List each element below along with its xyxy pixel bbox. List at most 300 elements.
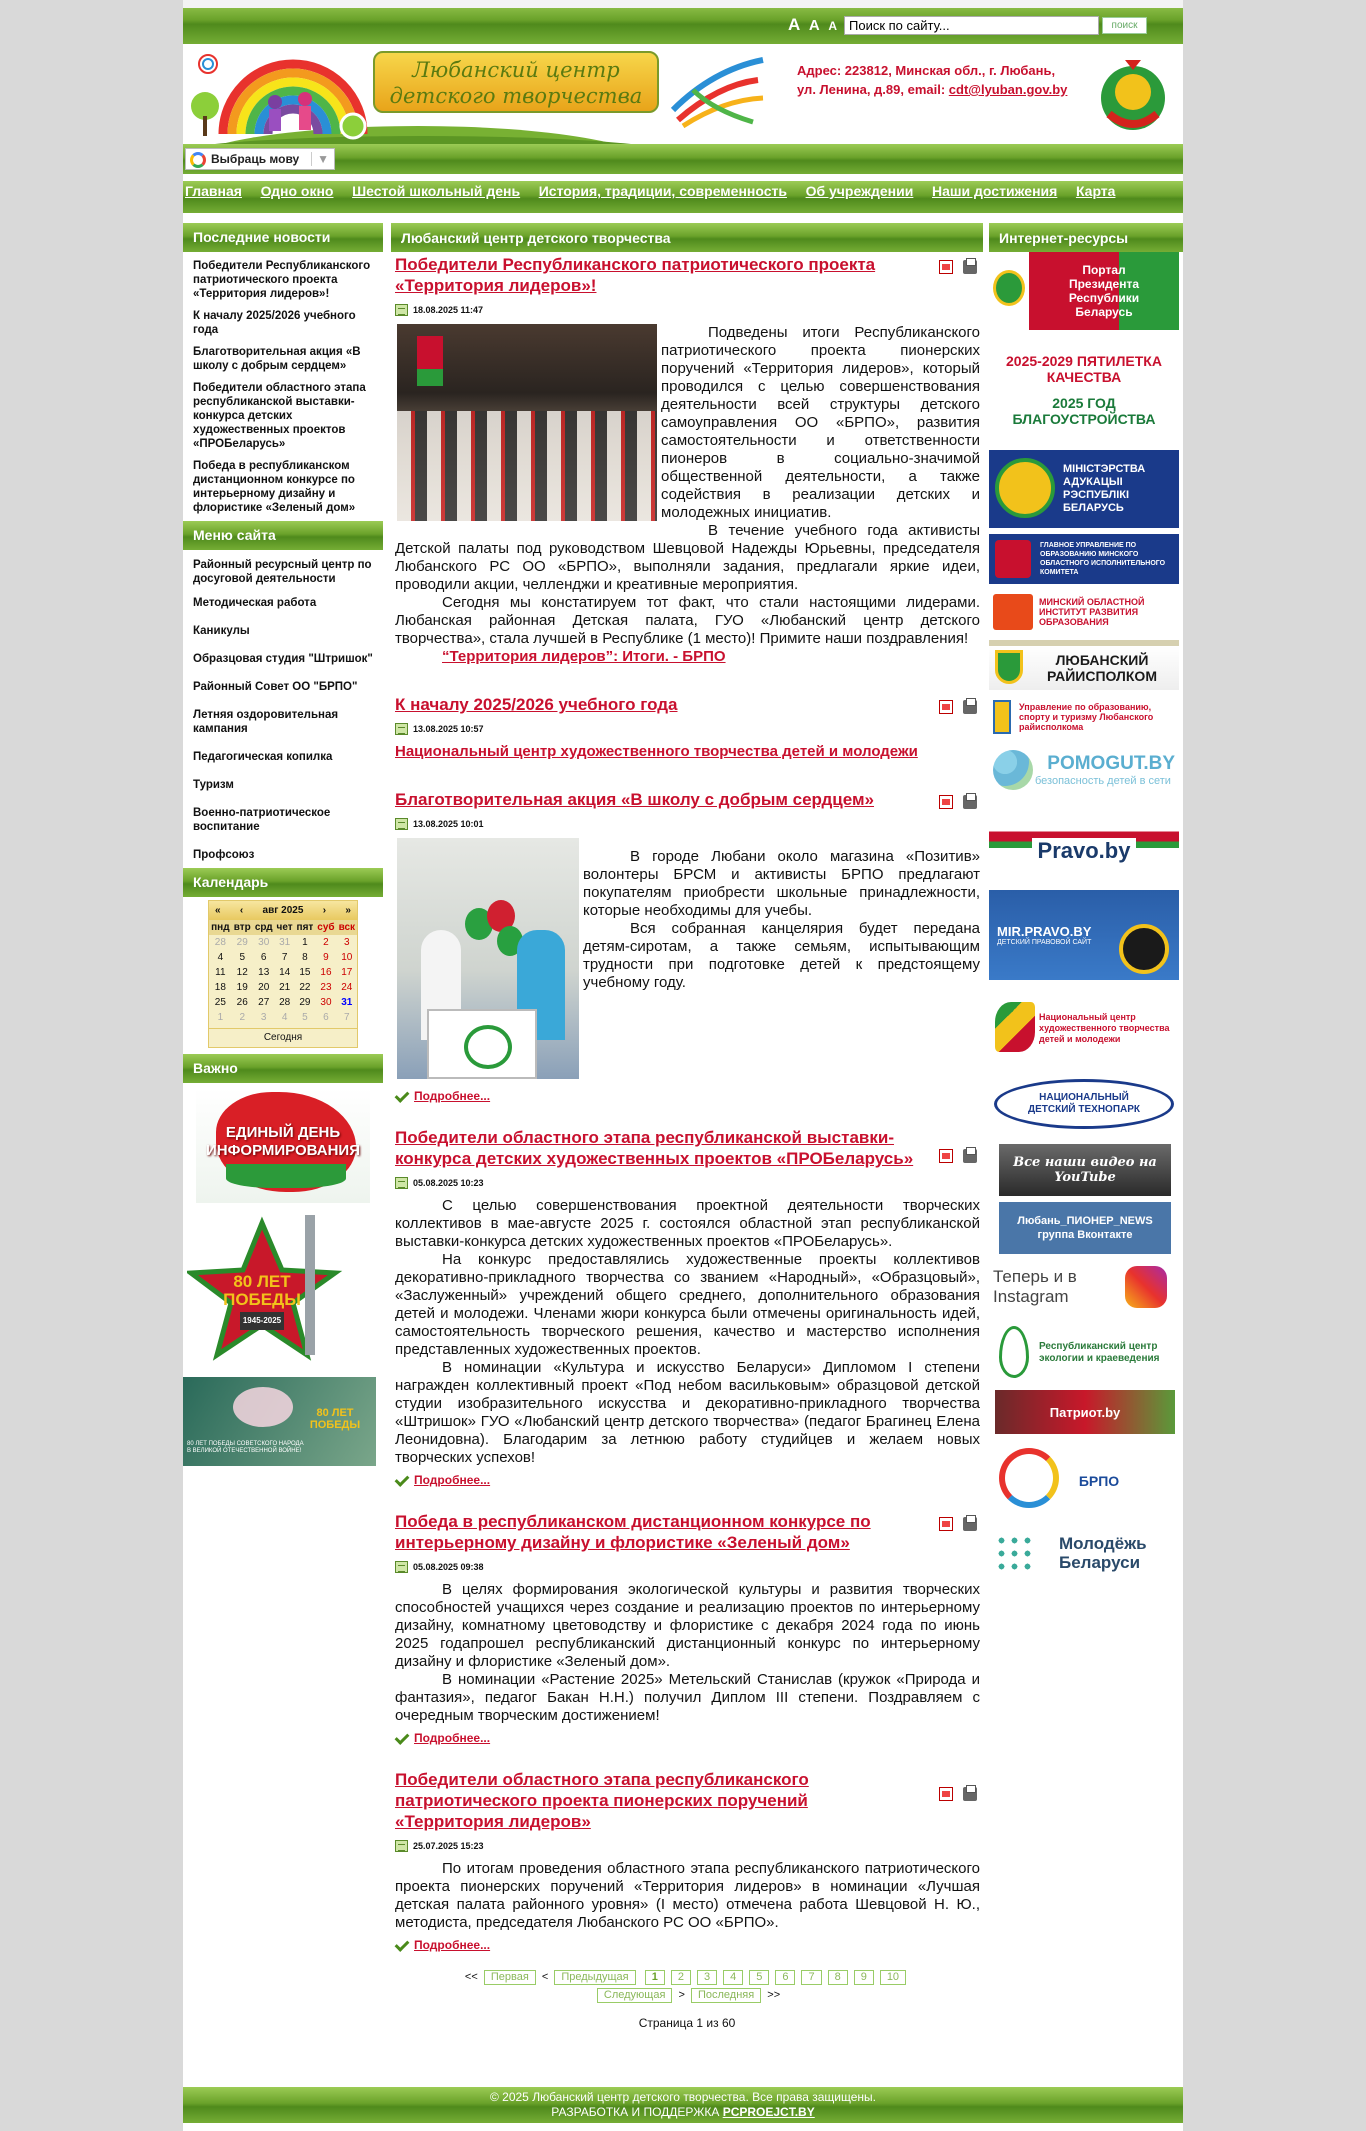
belarus-coat-of-arms-icon [1095, 56, 1171, 134]
important-banner-info-day[interactable] [196, 1088, 370, 1203]
news-title[interactable]: Победители областного этапа республиканского патриотического проекта пионерских поручений «Территория лидеров» [395, 1770, 809, 1831]
pager-pages [642, 1971, 909, 1983]
banner-text: POMOGUT.BY [1047, 753, 1175, 774]
site-header [183, 44, 1183, 144]
news-paragraph: В номинации «Растение 2025» Метельский Станислав (кружок «Природа и фантазия», педагог Бакан Н.Н.) получил Диплом III степени. Поздравляем с очередным творческим достижением! [395, 1671, 980, 1724]
news-actions [929, 1787, 977, 1802]
nav-list [185, 183, 1130, 199]
news-title[interactable]: Победители областного этапа республиканской выставки-конкурса детских художественных проектов «ПРОБеларусь» [395, 1128, 914, 1168]
calendar-day[interactable]: 31 [341, 997, 353, 1008]
calendar-day[interactable]: 30 [320, 997, 332, 1008]
victory-blossom-title: 80 ЛЕТ ПОБЕДЫ [309, 1407, 361, 1431]
banner-brpo[interactable] [989, 1442, 1179, 1520]
calendar-day[interactable]: 19 [236, 982, 248, 993]
banner-ministry-education[interactable] [989, 450, 1179, 528]
news-actions [929, 1517, 977, 1532]
ecology-leaf-icon [999, 1326, 1029, 1378]
nav-item-sixth-school-day [352, 183, 520, 199]
department-emblem-icon [993, 700, 1011, 734]
calendar-day[interactable]: 27 [258, 997, 270, 1008]
calendar-icon [395, 1177, 408, 1189]
nav-link-history[interactable]: История, традиции, современность [538, 183, 787, 199]
banner-ecology-center[interactable] [989, 1322, 1179, 1384]
banner-sub-text: безопасность детей в сети [1035, 775, 1171, 787]
calendar-icon [395, 304, 408, 316]
print-icon[interactable] [963, 1149, 977, 1163]
calendar-weekday: срд [253, 920, 275, 935]
news-item [391, 694, 983, 761]
nav-link-achievements[interactable]: Наши достижения [931, 183, 1058, 199]
calendar-weekday: пнд [209, 920, 232, 935]
calendar-day[interactable]: 14 [279, 967, 291, 978]
pager-first-marker: << [464, 1971, 478, 1983]
menu-item-summer-campaign[interactable]: Летняя оздоровительная кампания [193, 709, 339, 735]
belarus-map-green [226, 1164, 346, 1188]
calendar-day[interactable]: 24 [341, 982, 353, 993]
nav-item-map [1076, 183, 1116, 199]
news-date-text: 05.08.2025 09:38 [413, 1562, 484, 1572]
email-link[interactable]: cdt@lyuban.gov.by [948, 82, 1068, 97]
youth-dots-icon [995, 1534, 1035, 1574]
spacer [989, 874, 1183, 890]
read-more-text: Подробнее... [414, 1089, 491, 1103]
news-date [395, 304, 980, 316]
checkmark-icon [395, 1733, 409, 1743]
menu-item-military-patriotic[interactable]: Военно-патриотическое воспитание [193, 807, 331, 833]
news-paragraph: В городе Любани около магазина «Позитив» волонтеры БРСМ и активисты БРПО предлагают покупателям приобрести школьные принадлежности, которые необходимы для учебы. [583, 848, 980, 919]
pager-page-button[interactable]: 1 [645, 1970, 665, 1985]
calendar-day[interactable]: 26 [236, 997, 248, 1008]
calendar-day[interactable]: 7 [281, 952, 288, 963]
nav-item-achievements [932, 183, 1057, 199]
main-content [391, 254, 983, 2030]
calendar-week [209, 935, 357, 950]
banner-instagram[interactable] [989, 1260, 1179, 1314]
chevron-down-icon: ▼ [311, 152, 329, 166]
news-date-text: 13.08.2025 10:57 [413, 724, 484, 734]
news-actions [929, 260, 977, 275]
read-more-text: Подробнее... [414, 1731, 491, 1745]
pdf-icon[interactable] [939, 1787, 953, 1801]
nav-item-about [806, 183, 914, 199]
banner-education-sport-tourism[interactable] [989, 696, 1179, 738]
pager-last-button[interactable]: Последняя [691, 1988, 761, 2003]
news-external-link[interactable]: “Территория лидеров”: Итоги. - БРПО [442, 648, 726, 665]
latest-news-heading: Последние новости [183, 223, 383, 252]
banner-minsk-regional-institute[interactable] [989, 590, 1179, 634]
calendar-weekday: суб [315, 920, 336, 935]
calendar-days [209, 935, 357, 1025]
banner-main-text: 2025-2029 ПЯТИЛЕТКА КАЧЕСТВА [1006, 353, 1162, 385]
calendar-today-button[interactable]: Сегодня [209, 1028, 357, 1043]
banner-patriot[interactable] [995, 1390, 1175, 1434]
nav-item-one-window [261, 183, 334, 199]
news-date-text: 25.07.2025 15:23 [413, 1841, 484, 1851]
footer-dev-link[interactable]: PCPROEJCT.BY [722, 2105, 815, 2119]
banner-sub-text: 2025 ГОД БЛАГОУСТРОЙСТВА [1012, 395, 1156, 427]
latest-news-item[interactable]: Победа в республиканском дистанционном конкурсе по интерьерному дизайну и флористике «Зеленый дом» [193, 460, 356, 514]
news-paragraph: В целях формирования экологической культуры и развития творческих способностей учащихся через создание и реализацию проектов по интерьерному дизайну, комнатному цветоводству и флористике с декабря 2024 года по июнь 2025 годапрошел республиканский дистанционный конкурс по интерьерному дизайну и флористике «Зеленый дом». [395, 1581, 980, 1670]
nav-link-home[interactable]: Главная [185, 183, 242, 199]
brpo-swirl-icon [999, 1448, 1059, 1508]
banner-pomogut[interactable] [989, 744, 1179, 796]
calendar-prev-month-button[interactable]: ‹ [239, 905, 244, 916]
read-more-link[interactable] [395, 1731, 980, 1745]
page-wrapper [183, 0, 1183, 2131]
footer-copyright: © 2025 Любанский центр детского творчества. Все права защищены. [489, 2090, 876, 2104]
site-menu-heading: Меню сайта [183, 521, 383, 550]
calendar-day[interactable]: 12 [236, 967, 248, 978]
pager-next-marker: > [678, 1989, 685, 2001]
calendar-heading: Календарь [183, 868, 383, 897]
calendar-next-year-button[interactable]: » [345, 905, 351, 916]
footer-dev-prefix: РАЗРАБОТКА И ПОДДЕРЖКА [551, 2105, 723, 2119]
address-line-2 [797, 80, 1087, 99]
search-input[interactable] [844, 16, 1099, 35]
nav-item-home [185, 183, 242, 199]
main-navigation [183, 181, 1183, 213]
spacer [989, 1068, 1183, 1076]
pager-prev-button[interactable]: Предыдущая [554, 1970, 635, 1985]
news-body [395, 324, 980, 666]
calendar-day[interactable]: 25 [214, 997, 226, 1008]
news-item [391, 254, 983, 666]
calendar-week [209, 980, 357, 995]
calendar-week [209, 1010, 357, 1025]
read-more-link[interactable] [395, 1089, 980, 1103]
banner-text: Портал Президента Республики Беларусь [1068, 263, 1140, 319]
latest-news-item[interactable]: К началу 2025/2026 учебного года [193, 310, 356, 336]
calendar-day[interactable]: 23 [320, 982, 332, 993]
banner-text: Любань_ПИОНЕР_NEWS группа Вконтакте [1017, 1215, 1153, 1241]
banner-lyuban-district-executive[interactable] [989, 640, 1179, 690]
calendar-day[interactable]: 28 [214, 937, 226, 948]
banner-text: БРПО [1078, 1473, 1120, 1489]
news-title[interactable]: Победа в республиканском дистанционном конкурсе по интерьерному дизайну и флористике «Зеленый дом» [395, 1512, 871, 1552]
footer-dev [183, 2105, 1183, 2120]
victory-80-line-2: ПОБЕДЫ [223, 1290, 301, 1309]
content-heading: Любанский центр детского творчества [391, 223, 983, 252]
pdf-icon[interactable] [939, 260, 953, 274]
pager-first-button[interactable]: Первая [484, 1970, 536, 1985]
spacer [989, 986, 1183, 994]
internet-resources-heading: Интернет-ресурсы [989, 223, 1183, 252]
news-photo-volunteers[interactable] [397, 838, 579, 1079]
calendar-widget [208, 900, 358, 1048]
calendar-day[interactable]: 8 [302, 952, 308, 963]
menu-item-tourism[interactable]: Туризм [193, 779, 234, 791]
regional-emblem-icon [995, 540, 1031, 578]
banner-text: Pravo.by [1032, 838, 1137, 864]
banner-text: Все наши видео на YouTube [1013, 1155, 1157, 1185]
district-coat-icon [995, 650, 1023, 684]
news-item [391, 789, 983, 1103]
pomogut-circles-icon [993, 750, 1033, 790]
news-paragraph: В номинации «Культура и искусство Беларуси» Дипломом I степени награжден коллективный проект «Под небом васильковым» образцовой детской студии изобразительного искусства и декоративно-прикладного творчества «Штришок» ГУО «Любанский центр детского творчества» (педагог Брагинец Елена Леонидовна). Благодарим за летнюю работу студийцев и желаем новых творческих успехов! [395, 1359, 980, 1466]
read-more-link[interactable] [395, 1473, 980, 1487]
news-date [395, 1177, 980, 1189]
news-title[interactable]: Благотворительная акция «В школу с добрым сердцем» [395, 790, 875, 809]
calendar-day[interactable]: 3 [344, 937, 350, 948]
print-icon[interactable] [963, 795, 977, 809]
calendar-day[interactable]: 29 [299, 997, 311, 1008]
institute-book-icon [993, 594, 1033, 630]
pagination [391, 1968, 983, 2004]
banner-regional-education-department[interactable] [989, 534, 1179, 584]
rainbow-kids-logo[interactable] [183, 44, 373, 144]
site-footer [183, 2087, 1183, 2123]
site-menu-list [183, 554, 383, 866]
font-size-medium-button[interactable]: A [808, 17, 820, 34]
photo-flag [417, 336, 443, 386]
header-bottom-bar [183, 144, 1183, 174]
banner-text: Республиканский центр экологии и краеведения [1039, 1341, 1160, 1364]
blossom-decoration [233, 1387, 293, 1427]
checkmark-icon [395, 1940, 409, 1950]
calendar-weekdays [209, 920, 357, 935]
calendar-day[interactable]: 2 [323, 937, 329, 948]
read-more-link[interactable] [395, 1938, 980, 1952]
news-item [391, 1127, 983, 1487]
menu-item-holidays[interactable]: Каникулы [193, 625, 250, 637]
latest-news-item[interactable]: Победители Республиканского патриотического проекта «Территория лидеров»! [193, 260, 371, 300]
news-paragraph: На конкурс предоставлялись художественные проекты коллективов декоративно-прикладного творчества со званием «Народный», «Образцовый», «Заслуженный» учреждений общего среднего, дополнительного образования детей и молодежи. Членами жюри конкурса были отмечены оригинальность идей, самостоятельность творческого решения, качество и мастерство исполнения представленных художественных проектов. [395, 1251, 980, 1358]
calendar-day[interactable]: 9 [323, 952, 329, 963]
victory-80-line-1: 80 ЛЕТ [233, 1272, 291, 1291]
news-paragraph: Подведены итоги Республиканского патриотического проекта пионерских поручений «Территория лидеров», который проводился с целью совершенствования деятельности всей структуры детского самоуправления ОО «БРПО», развития самостоятельности и ответственности пионеров в социально-значимой общественной деятельности, а также содействия в реализации детских и молодежных инициатив. [661, 324, 980, 521]
calendar-day[interactable]: 11 [215, 967, 226, 978]
pager-next-button[interactable]: Следующая [597, 1988, 673, 2003]
calendar-day[interactable]: 17 [341, 967, 353, 978]
latest-news-item[interactable]: Победители областного этапа республиканской выставки-конкурса детских художественных проектов «ПРОБеларусь» [193, 382, 366, 450]
banner-text: Национальный центр художественного творчества детей и молодежи [1039, 1011, 1170, 1044]
banner-sub-text: ДЕТСКИЙ ПРАВОВОЙ САЙТ [997, 939, 1092, 946]
news-actions [929, 700, 977, 715]
print-icon[interactable] [963, 260, 977, 274]
checkmark-icon [395, 1475, 409, 1485]
news-photo-group[interactable] [397, 324, 657, 521]
calendar-day[interactable]: 6 [260, 952, 267, 963]
news-title[interactable]: Победители Республиканского патриотического проекта «Территория лидеров»! [395, 255, 876, 295]
art-center-figures-icon [995, 1002, 1035, 1052]
important-banner-victory-80[interactable] [187, 1215, 357, 1365]
banner-national-art-center[interactable] [989, 994, 1179, 1062]
news-paragraph: В течение учебного года активисты Детской палаты под руководством Шевцовой Надежды Юрьевны, председателя Любанского РС ОО «БРПО», выполняли задания, предлагали яркие идеи, проводили акции, челленджи и креативные мероприятия. [395, 522, 980, 593]
google-icon [190, 152, 206, 168]
latest-news-list [183, 255, 383, 519]
pager-page-button[interactable]: 5 [749, 1970, 769, 1985]
banner-text: ЛЮБАНСКИЙ РАЙИСПОЛКОМ [1047, 652, 1157, 684]
calendar-week [209, 965, 357, 980]
calendar-day[interactable]: 10 [341, 952, 353, 963]
calendar-day[interactable]: 4 [217, 952, 224, 963]
calendar-day[interactable]: 7 [344, 1012, 350, 1023]
star-swoosh-emblem [663, 50, 773, 130]
banner-mir-pravo[interactable] [989, 890, 1179, 980]
calendar-day[interactable]: 5 [239, 952, 246, 963]
banner-text: Патриот.by [1049, 1404, 1121, 1420]
latest-news-item[interactable]: Благотворительная акция «В школу с добрым сердцем» [193, 346, 361, 372]
pdf-icon[interactable] [939, 700, 953, 714]
right-sidebar [989, 252, 1183, 1586]
calendar-header [209, 901, 357, 920]
news-body [395, 1581, 980, 1725]
news-date [395, 723, 980, 735]
calendar-day[interactable]: 6 [323, 1012, 329, 1023]
logo-line-2: детского творчества [389, 84, 643, 108]
nav-link-one-window[interactable]: Одно окно [260, 183, 334, 199]
menu-item-resource-center[interactable]: Районный ресурсный центр по досуговой деятельности [193, 559, 372, 585]
pdf-icon[interactable] [939, 795, 953, 809]
banner-youtube[interactable] [999, 1144, 1171, 1196]
banner-text: ГЛАВНОЕ УПРАВЛЕНИЕ ПО ОБРАЗОВАНИЮ МИНСКОГО ОБЛАСТНОГО ИСПОЛНИТЕЛЬНОГО КОМИТЕТА [1040, 542, 1166, 576]
pager-page-button[interactable]: 10 [880, 1970, 906, 1985]
banner-text: МИНСКИЙ ОБЛАСТНОЙ ИНСТИТУТ РАЗВИТИЯ ОБРАЗОВАНИЯ [1039, 597, 1145, 627]
pager-page-button[interactable]: 7 [801, 1970, 821, 1985]
important-heading: Важно [183, 1054, 383, 1083]
calendar-day[interactable]: 5 [302, 1012, 308, 1023]
photo-stand [427, 1009, 537, 1079]
left-sidebar [183, 223, 383, 1466]
banner-national-technopark[interactable] [989, 1076, 1179, 1132]
pager-page-button[interactable]: 9 [854, 1970, 874, 1985]
pager-prev-marker: < [541, 1971, 549, 1983]
nav-link-map[interactable]: Карта [1075, 183, 1116, 199]
news-date-text: 18.08.2025 11:47 [413, 305, 484, 315]
pager-last-marker: >> [767, 1989, 781, 2001]
menu-item-methodical-work[interactable]: Методическая работа [193, 597, 317, 609]
banner-vkontakte[interactable] [999, 1202, 1171, 1254]
calendar-day[interactable]: 20 [258, 982, 270, 993]
banner-text: Теперь и в Instagram [993, 1267, 1077, 1306]
ministry-emblem-icon [995, 458, 1055, 518]
calendar-icon [395, 723, 408, 735]
calendar-weekday: чет [276, 922, 293, 933]
instagram-icon [1125, 1266, 1167, 1308]
logo-line-1: Любанский центр [412, 58, 620, 82]
banner-president-portal[interactable] [989, 252, 1179, 330]
news-title[interactable]: К началу 2025/2026 учебного года [395, 695, 678, 714]
calendar-day[interactable]: 1 [217, 1012, 224, 1023]
calendar-day[interactable]: 21 [279, 982, 291, 993]
center-logo-text[interactable] [373, 51, 659, 113]
calendar-next-month-button[interactable]: › [322, 905, 327, 916]
news-actions [929, 1149, 977, 1164]
language-select[interactable] [185, 148, 335, 170]
nav-link-sixth-school-day[interactable]: Шестой школьный день [352, 183, 521, 199]
news-actions [929, 795, 977, 810]
nav-item-history [539, 183, 787, 199]
news-body [395, 838, 980, 1083]
calendar-day[interactable]: 28 [279, 997, 291, 1008]
news-external-link[interactable]: Национальный центр художественного творчества детей и молодежи [395, 743, 918, 760]
menu-item-brpo-council[interactable]: Районный Совет ОО "БРПО" [193, 681, 358, 693]
calendar-day[interactable]: 18 [214, 982, 226, 993]
banner-youth-belarus[interactable] [989, 1526, 1179, 1580]
pdf-icon[interactable] [939, 1517, 953, 1531]
calendar-weekday: пят [296, 922, 314, 933]
news-paragraph: С целью совершенствования проектной деятельности творческих коллективов в мае-августе 2025 г. состоялся областной этап республиканской выставки-конкурса детских художественных проектов «ПРОБеларусь». [395, 1197, 980, 1250]
victory-80-text [217, 1273, 307, 1330]
calendar-week [209, 950, 357, 965]
font-size-small-button[interactable]: A [828, 19, 838, 33]
news-item [391, 1769, 983, 1952]
calendar-day[interactable]: 16 [320, 967, 332, 978]
print-icon[interactable] [963, 1787, 977, 1801]
pager-page-button[interactable]: 6 [775, 1970, 795, 1985]
font-size-large-button[interactable]: A [788, 15, 801, 34]
calendar-week [209, 995, 357, 1010]
news-date-text: 05.08.2025 10:23 [413, 1178, 484, 1188]
nav-link-about[interactable]: Об учреждении [805, 183, 914, 199]
news-paragraph: Вся собранная канцелярия будет передана детям-сиротам, а также семьям, испытывающим трудности при подготовке детей к предстоящему учебному году. [583, 920, 980, 991]
victory-80-years: 1945-2025 [240, 1312, 284, 1330]
news-body [395, 743, 980, 761]
info-day-text [196, 1124, 370, 1160]
banner-text: Управление по образованию, спорту и туризму Любанского райисполкома [1019, 702, 1154, 732]
calendar-day[interactable]: 4 [281, 1012, 288, 1023]
info-day-line-2: ИНФОРМИРОВАНИЯ [206, 1142, 360, 1159]
pager-page-button[interactable]: 8 [828, 1970, 848, 1985]
print-icon[interactable] [963, 700, 977, 714]
menu-item-trade-union[interactable]: Профсоюз [193, 849, 255, 861]
info-day-line-1: ЕДИНЫЙ ДЕНЬ [225, 1124, 341, 1141]
calendar-day[interactable]: 13 [258, 967, 270, 978]
news-body [395, 1860, 980, 1932]
banner-quality-five-year[interactable] [989, 336, 1179, 444]
search-button[interactable]: поиск [1102, 17, 1147, 34]
calendar-day[interactable]: 29 [236, 937, 248, 948]
photo-people [397, 411, 657, 521]
banner-text: НАЦИОНАЛЬНЫЙ ДЕТСКИЙ ТЕХНОПАРК [994, 1079, 1174, 1129]
victory-blossom-caption: 80 ЛЕТ ПОБЕДЫ СОВЕТСКОГО НАРОДА В ВЕЛИКОЙ ОТЕЧЕСТВЕННОЙ ВОЙНЕ! [187, 1441, 304, 1454]
menu-item-shtrishok-studio[interactable]: Образцовая студия "Штришок" [193, 653, 373, 665]
calendar-weekday: вск [338, 922, 356, 933]
calendar-grid [209, 920, 357, 1025]
bird-mascot-icon [1119, 924, 1169, 974]
pager-page-button[interactable]: 4 [723, 1970, 743, 1985]
menu-item-pedagogical-bank[interactable]: Педагогическая копилка [193, 751, 333, 763]
font-size-controls [788, 15, 842, 35]
news-item [391, 1511, 983, 1745]
banner-text: MIR.PRAVO.BY [997, 924, 1092, 939]
news-paragraph: По итогам проведения областного этапа республиканского патриотического проекта пионерских поручений «Территория лидеров» в номинации «Лучшая детская палата районного уровня» (I место) отмечена работа Шевцовой Н. Ю., методиста, председателя Любанского РС ОО «БРПО». [395, 1860, 980, 1931]
read-more-text: Подробнее... [414, 1938, 491, 1952]
calendar-day[interactable]: 15 [299, 967, 311, 978]
address-street: ул. Ленина, д.89, email: [797, 82, 949, 97]
calendar-day[interactable]: 31 [279, 937, 291, 948]
calendar-day[interactable]: 2 [239, 1012, 246, 1023]
print-icon[interactable] [963, 1517, 977, 1531]
pager-info: Страница 1 из 60 [638, 2016, 736, 2030]
top-stripe [183, 0, 1183, 8]
calendar-day[interactable]: 22 [299, 982, 311, 993]
news-date [395, 818, 980, 830]
pdf-icon[interactable] [939, 1149, 953, 1163]
banner-text: Молодёжь Беларуси [1059, 1534, 1147, 1572]
calendar-day[interactable]: 1 [302, 937, 308, 948]
calendar-prev-year-button[interactable]: « [215, 905, 221, 916]
banner-pravo-by[interactable] [989, 802, 1179, 868]
calendar-day[interactable]: 3 [260, 1012, 267, 1023]
address-line-1: Адрес: 223812, Минская обл., г. Любань, [797, 63, 1056, 78]
news-link-paragraph [395, 648, 980, 666]
calendar-day[interactable]: 30 [258, 937, 270, 948]
news-body [395, 1197, 980, 1467]
important-banner-victory-blossom[interactable] [183, 1377, 376, 1466]
pager-page-button[interactable]: 2 [671, 1970, 691, 1985]
pager-page-button[interactable]: 3 [697, 1970, 717, 1985]
